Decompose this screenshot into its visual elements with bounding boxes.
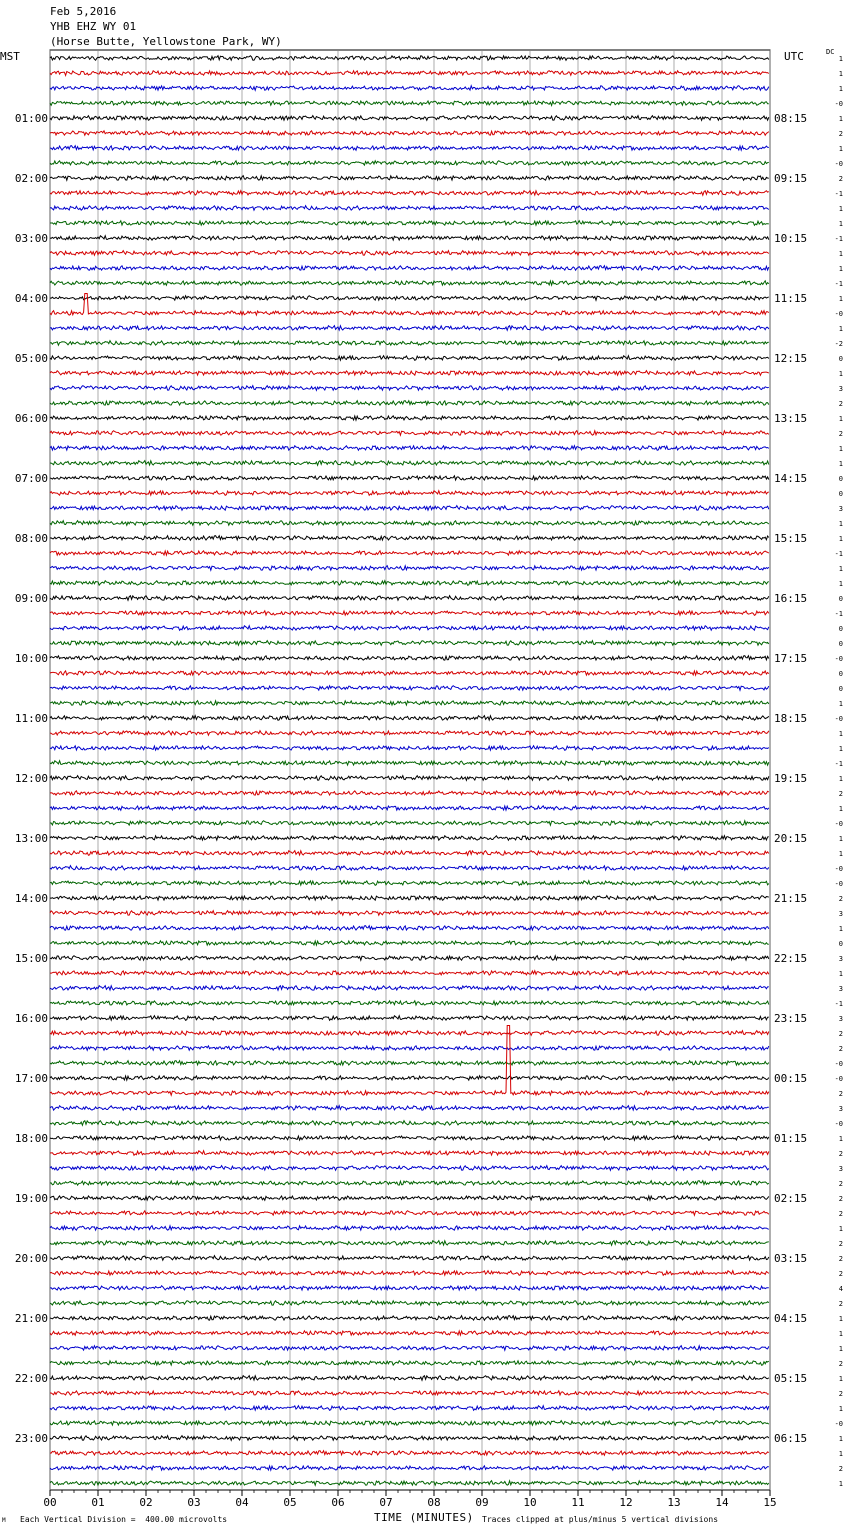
left-hour-label: 15:00	[14, 952, 48, 965]
left-hour-label: 06:00	[14, 412, 48, 425]
trace-line	[50, 1181, 769, 1186]
trace-line	[50, 341, 769, 346]
trace-line	[50, 294, 769, 316]
dc-offset-value: 3	[838, 1015, 843, 1023]
trace-line	[50, 956, 769, 961]
trace-line	[50, 656, 769, 661]
left-hour-label: 18:00	[14, 1132, 48, 1145]
trace-line	[50, 161, 769, 165]
dc-offset-value: -0	[834, 1075, 843, 1083]
right-hour-label: 14:15	[774, 472, 808, 485]
right-hour-label: 00:15	[774, 1072, 808, 1085]
dc-offset-value: 3	[838, 910, 843, 918]
right-hour-label: 15:15	[774, 532, 808, 545]
dc-offset-value: 2	[838, 1195, 843, 1203]
trace-line	[50, 1121, 769, 1126]
trace-line	[50, 1451, 769, 1456]
dc-offset-value: 3	[838, 505, 843, 513]
dc-offset-value: 2	[838, 790, 843, 798]
dc-offset-value: 0	[838, 670, 843, 678]
dc-offset-value: 0	[838, 490, 843, 498]
dc-offset-value: 0	[838, 940, 843, 948]
dc-offset-value: 0	[838, 640, 843, 648]
right-hour-label: 03:15	[774, 1252, 808, 1265]
dc-offset-value: 0	[838, 595, 843, 603]
trace-line	[50, 506, 769, 511]
trace-line	[50, 851, 769, 856]
trace-line	[50, 1481, 769, 1486]
right-hour-label: 08:15	[774, 112, 808, 125]
trace-line	[50, 1106, 769, 1111]
dc-offset-value: 2	[838, 1270, 843, 1278]
station-code: YHB EHZ WY 01	[50, 20, 137, 33]
dc-offset-value: 1	[838, 250, 843, 258]
trace-line	[50, 866, 769, 871]
trace-line	[50, 1211, 769, 1216]
dc-offset-value: 1	[838, 145, 843, 153]
left-hour-label: 09:00	[14, 592, 48, 605]
trace-line	[50, 896, 769, 901]
trace-line	[50, 461, 769, 466]
left-hour-label: 14:00	[14, 892, 48, 905]
trace-line	[50, 1136, 769, 1141]
trace-line	[50, 101, 769, 105]
left-timezone-label: MST	[0, 50, 20, 63]
x-axis-label: TIME (MINUTES)	[374, 1511, 474, 1524]
left-hour-label: 20:00	[14, 1252, 48, 1265]
dc-offset-value: 3	[838, 985, 843, 993]
dc-offset-value: -0	[834, 160, 843, 168]
trace-line	[50, 1241, 769, 1246]
footer-left-mark: M	[2, 1517, 6, 1524]
dc-offset-value: 1	[838, 325, 843, 333]
trace-line	[50, 491, 769, 496]
trace-line	[50, 521, 769, 526]
right-hour-label: 22:15	[774, 952, 808, 965]
right-hour-label: 20:15	[774, 832, 808, 845]
dc-offset-value: 3	[838, 1165, 843, 1173]
trace-line	[50, 191, 769, 196]
x-tick-label: 03	[187, 1496, 201, 1509]
dc-offset-value: 2	[838, 1240, 843, 1248]
dc-offset-value: 2	[838, 1030, 843, 1038]
dc-offset-value: 1	[838, 295, 843, 303]
trace-line	[50, 836, 769, 841]
trace-line	[50, 701, 769, 706]
dc-offset-value: 1	[838, 1345, 843, 1353]
trace-line	[50, 1016, 769, 1021]
trace-line	[50, 1466, 769, 1470]
trace-line	[50, 1421, 769, 1426]
trace-line	[50, 821, 769, 826]
x-tick-label: 15	[763, 1496, 777, 1509]
x-tick-label: 04	[235, 1496, 249, 1509]
trace-line	[50, 671, 769, 675]
trace-line	[50, 236, 769, 241]
dc-offset-value: 1	[838, 1315, 843, 1323]
trace-line	[50, 536, 769, 541]
dc-offset-value: 1	[838, 775, 843, 783]
scale-note: Each Vertical Division = 400.00 microvolts	[20, 1515, 228, 1524]
trace-line	[50, 611, 769, 616]
trace-line	[50, 986, 769, 991]
trace-line	[50, 371, 769, 376]
trace-line	[50, 221, 769, 226]
x-tick-label: 05	[283, 1496, 297, 1509]
dc-offset-value: 1	[838, 1135, 843, 1143]
plot-date: Feb 5,2016	[50, 5, 117, 18]
dc-offset-value: 2	[838, 1255, 843, 1263]
dc-offset-value: 2	[838, 1180, 843, 1188]
dc-offset-value: -0	[834, 1060, 843, 1068]
dc-offset-value: -0	[834, 880, 843, 888]
trace-line	[50, 626, 769, 631]
trace-line	[50, 641, 769, 646]
left-hour-label: 01:00	[14, 112, 48, 125]
dc-offset-value: 0	[838, 475, 843, 483]
dc-offset-value: -1	[834, 1000, 843, 1008]
trace-line	[50, 1166, 769, 1171]
trace-line	[50, 1271, 769, 1276]
trace-line	[50, 1331, 769, 1335]
dc-offset-value: 1	[838, 805, 843, 813]
dc-offset-value: 1	[838, 1480, 843, 1488]
left-hour-label: 23:00	[14, 1432, 48, 1445]
dc-offset-value: 3	[838, 955, 843, 963]
trace-line	[50, 881, 769, 886]
trace-line	[50, 71, 769, 76]
trace-line	[50, 1361, 769, 1366]
trace-line	[50, 746, 769, 751]
right-hour-label: 09:15	[774, 172, 808, 185]
dc-offset-value: 1	[838, 85, 843, 93]
trace-line	[50, 1406, 769, 1411]
trace-line	[50, 776, 769, 781]
left-hour-label: 02:00	[14, 172, 48, 185]
dc-offset-value: -0	[834, 655, 843, 663]
trace-line	[50, 551, 769, 555]
dc-offset-value: 1	[838, 745, 843, 753]
dc-offset-value: 1	[838, 1330, 843, 1338]
trace-line	[50, 446, 769, 451]
trace-line	[50, 1031, 769, 1036]
trace-line	[50, 1026, 769, 1096]
x-tick-label: 06	[331, 1496, 345, 1509]
trace-line	[50, 266, 769, 271]
dc-offset-value: 1	[838, 700, 843, 708]
dc-offset-value: -0	[834, 1120, 843, 1128]
dc-offset-value: 1	[838, 205, 843, 213]
trace-line	[50, 476, 769, 480]
x-tick-label: 12	[619, 1496, 633, 1509]
dc-offset-value: -1	[834, 550, 843, 558]
trace-line	[50, 296, 769, 301]
dc-offset-value: -1	[834, 760, 843, 768]
dc-offset-value: 1	[838, 1225, 843, 1233]
dc-offset-value: 1	[838, 925, 843, 933]
dc-offset-value: 2	[838, 1210, 843, 1218]
dc-offset-value: 3	[838, 1105, 843, 1113]
dc-offset-value: 1	[838, 850, 843, 858]
left-hour-label: 03:00	[14, 232, 48, 245]
left-hour-label: 22:00	[14, 1372, 48, 1385]
dc-offset-value: 2	[838, 430, 843, 438]
dc-offset-value: 1	[838, 55, 843, 63]
trace-line	[50, 326, 769, 331]
trace-line	[50, 1391, 769, 1395]
station-location: (Horse Butte, Yellowstone Park, WY)	[50, 35, 282, 48]
trace-line	[50, 1001, 769, 1005]
trace-line	[50, 251, 769, 256]
dc-offset-value: 1	[838, 220, 843, 228]
x-tick-label: 07	[379, 1496, 393, 1509]
left-hour-label: 11:00	[14, 712, 48, 725]
trace-line	[50, 686, 769, 691]
trace-line	[50, 356, 769, 361]
dc-offset-value: 1	[838, 565, 843, 573]
right-hour-label: 02:15	[774, 1192, 808, 1205]
dc-offset-header: DC	[826, 48, 835, 56]
right-hour-label: 04:15	[774, 1312, 808, 1325]
x-tick-label: 10	[523, 1496, 537, 1509]
trace-line	[50, 566, 769, 571]
x-tick-label: 09	[475, 1496, 489, 1509]
dc-offset-value: 1	[838, 730, 843, 738]
right-hour-label: 19:15	[774, 772, 808, 785]
right-hour-label: 21:15	[774, 892, 808, 905]
x-tick-label: 02	[139, 1496, 153, 1509]
trace-line	[50, 1046, 769, 1051]
dc-offset-value: 1	[838, 535, 843, 543]
left-hour-label: 17:00	[14, 1072, 48, 1085]
dc-offset-value: 1	[838, 580, 843, 588]
dc-offset-value: 1	[838, 265, 843, 273]
dc-offset-value: 0	[838, 685, 843, 693]
dc-offset-value: 1	[838, 370, 843, 378]
dc-offset-value: -0	[834, 1420, 843, 1428]
dc-offset-value: -0	[834, 100, 843, 108]
trace-line	[50, 1346, 769, 1351]
dc-offset-value: 1	[838, 1405, 843, 1413]
x-tick-label: 00	[43, 1496, 57, 1509]
x-tick-label: 13	[667, 1496, 681, 1509]
dc-offset-value: 2	[838, 400, 843, 408]
left-hour-label: 10:00	[14, 652, 48, 665]
dc-offset-value: 1	[838, 970, 843, 978]
trace-line	[50, 206, 769, 211]
x-tick-label: 14	[715, 1496, 729, 1509]
dc-offset-value: -0	[834, 310, 843, 318]
x-tick-label: 11	[571, 1496, 585, 1509]
trace-line	[50, 281, 769, 285]
right-timezone-label: UTC	[784, 50, 804, 63]
dc-offset-value: -2	[834, 340, 843, 348]
trace-line	[50, 1076, 769, 1080]
left-hour-label: 21:00	[14, 1312, 48, 1325]
right-hour-label: 12:15	[774, 352, 808, 365]
right-hour-label: 23:15	[774, 1012, 808, 1025]
right-hour-label: 18:15	[774, 712, 808, 725]
right-hour-label: 06:15	[774, 1432, 808, 1445]
trace-line	[50, 716, 769, 721]
dc-offset-value: 0	[838, 355, 843, 363]
clip-note: Traces clipped at plus/minus 5 vertical divisions	[482, 1515, 719, 1524]
right-hour-label: 10:15	[774, 232, 808, 245]
x-tick-label: 08	[427, 1496, 441, 1509]
trace-line	[50, 1286, 769, 1291]
dc-offset-value: -1	[834, 190, 843, 198]
trace-line	[50, 926, 769, 931]
dc-offset-value: -1	[834, 235, 843, 243]
dc-offset-value: 1	[838, 1435, 843, 1443]
dc-offset-value: 1	[838, 460, 843, 468]
trace-line	[50, 176, 769, 181]
trace-line	[50, 971, 769, 976]
dc-offset-value: 4	[838, 1285, 843, 1293]
dc-offset-value: -0	[834, 820, 843, 828]
right-hour-label: 13:15	[774, 412, 808, 425]
dc-offset-value: 0	[838, 625, 843, 633]
right-hour-label: 17:15	[774, 652, 808, 665]
trace-line	[50, 806, 769, 810]
dc-offset-value: 2	[838, 1390, 843, 1398]
trace-line	[50, 596, 769, 601]
trace-line	[50, 1226, 769, 1231]
dc-offset-value: 1	[838, 445, 843, 453]
dc-offset-value: 1	[838, 1450, 843, 1458]
plot-frame	[50, 50, 770, 1490]
dc-offset-value: 2	[838, 1300, 843, 1308]
trace-line	[50, 131, 769, 136]
right-hour-label: 11:15	[774, 292, 808, 305]
trace-line	[50, 1436, 769, 1441]
dc-offset-value: -0	[834, 865, 843, 873]
trace-line	[50, 731, 769, 736]
dc-offset-value: 1	[838, 415, 843, 423]
left-hour-label: 16:00	[14, 1012, 48, 1025]
dc-offset-value: 1	[838, 520, 843, 528]
left-hour-label: 04:00	[14, 292, 48, 305]
trace-line	[50, 416, 769, 420]
trace-line	[50, 941, 769, 945]
trace-line	[50, 1151, 769, 1156]
right-hour-label: 16:15	[774, 592, 808, 605]
dc-offset-value: 2	[838, 895, 843, 903]
trace-line	[50, 431, 769, 436]
x-tick-label: 01	[91, 1496, 105, 1509]
trace-line	[50, 1301, 769, 1306]
trace-line	[50, 1376, 769, 1381]
trace-line	[50, 1196, 769, 1200]
right-hour-label: 01:15	[774, 1132, 808, 1145]
trace-line	[50, 1256, 769, 1261]
dc-offset-value: 1	[838, 835, 843, 843]
dc-offset-value: -1	[834, 610, 843, 618]
trace-line	[50, 401, 769, 406]
trace-line	[50, 791, 769, 796]
dc-offset-value: 2	[838, 1465, 843, 1473]
right-hour-label: 05:15	[774, 1372, 808, 1385]
dc-offset-value: 2	[838, 1045, 843, 1053]
trace-line	[50, 56, 769, 61]
trace-line	[50, 1316, 769, 1321]
trace-line	[50, 761, 769, 766]
left-hour-label: 05:00	[14, 352, 48, 365]
trace-line	[50, 1061, 769, 1066]
left-hour-label: 07:00	[14, 472, 48, 485]
dc-offset-value: 2	[838, 175, 843, 183]
trace-line	[50, 86, 769, 91]
dc-offset-value: 1	[838, 1375, 843, 1383]
left-hour-label: 12:00	[14, 772, 48, 785]
dc-offset-value: 1	[838, 70, 843, 78]
dc-offset-value: -0	[834, 715, 843, 723]
trace-line	[50, 146, 769, 151]
left-hour-label: 13:00	[14, 832, 48, 845]
left-hour-label: 08:00	[14, 532, 48, 545]
trace-line	[50, 581, 769, 586]
dc-offset-value: 3	[838, 385, 843, 393]
trace-line	[50, 386, 769, 391]
trace-line	[50, 911, 769, 916]
dc-offset-value: -1	[834, 280, 843, 288]
left-hour-label: 19:00	[14, 1192, 48, 1205]
trace-line	[50, 116, 769, 121]
dc-offset-value: 1	[838, 115, 843, 123]
dc-offset-value: 2	[838, 130, 843, 138]
dc-offset-value: 2	[838, 1150, 843, 1158]
dc-offset-value: 2	[838, 1360, 843, 1368]
dc-offset-value: 2	[838, 1090, 843, 1098]
